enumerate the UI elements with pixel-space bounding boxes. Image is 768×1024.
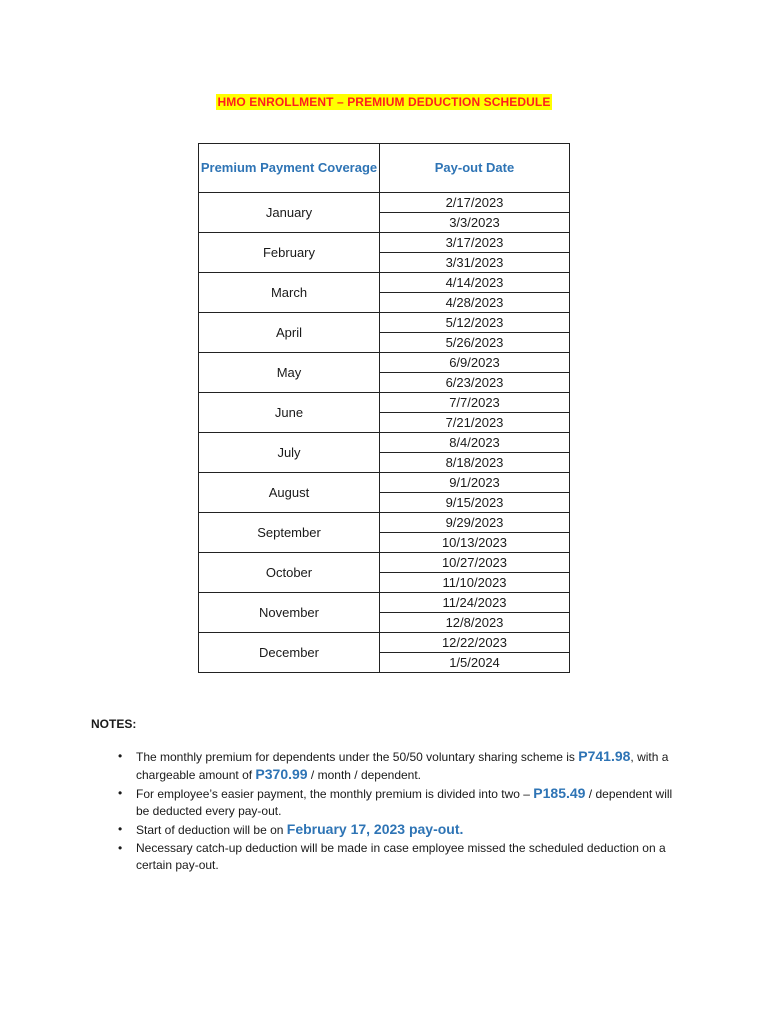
note-highlight-amount: P370.99 [255, 766, 308, 782]
note-item [118, 821, 678, 839]
note-item [118, 748, 678, 784]
coverage-month-cell: November [199, 593, 380, 633]
payout-date-cell: 4/28/2023 [380, 293, 570, 313]
note-text: / dependent will be deducted every pay-out. [136, 787, 673, 818]
payout-date-cell: 9/15/2023 [380, 493, 570, 513]
payout-date-cell: 12/8/2023 [380, 613, 570, 633]
note-highlight-amount: P185.49 [533, 785, 586, 801]
bullet-icon: • [118, 822, 123, 836]
title-wrapper [0, 94, 768, 110]
payout-date-cell: 3/31/2023 [380, 253, 570, 273]
payout-date-cell: 5/12/2023 [380, 313, 570, 333]
payout-date-cell: 5/26/2023 [380, 333, 570, 353]
coverage-month-cell: January [199, 193, 380, 233]
coverage-month-cell: December [199, 633, 380, 673]
coverage-month-cell: February [199, 233, 380, 273]
header-payout-date: Pay-out Date [380, 144, 570, 193]
premium-deduction-table [198, 143, 570, 673]
payout-date-cell: 9/1/2023 [380, 473, 570, 493]
page-title: HMO ENROLLMENT – PREMIUM DEDUCTION SCHEDULE [217, 95, 551, 109]
payout-date-cell: 3/3/2023 [380, 213, 570, 233]
note-highlight-amount: P741.98 [578, 748, 631, 764]
payout-date-cell: 8/4/2023 [380, 433, 570, 453]
table-row [199, 553, 570, 573]
note-text: , with a chargeable amount of [136, 750, 669, 782]
bullet-icon: • [118, 786, 123, 800]
table-header-row [199, 144, 570, 193]
bullet-icon: • [118, 749, 123, 763]
coverage-month-cell: July [199, 433, 380, 473]
note-text: Start of deduction will be on [136, 823, 287, 837]
note-item [118, 840, 678, 874]
payout-date-cell: 6/9/2023 [380, 353, 570, 373]
note-highlight-amount: February 17, 2023 pay-out. [286, 821, 464, 837]
note-text: The monthly premium for dependents under the 50/50 voluntary sharing scheme is [136, 750, 579, 764]
coverage-month-cell: May [199, 353, 380, 393]
coverage-month-cell: September [199, 513, 380, 553]
notes-list [118, 748, 678, 875]
payout-date-cell: 9/29/2023 [380, 513, 570, 533]
note-text: Necessary catch-up deduction will be made in case employee missed the scheduled deduction on a certain pay-out. [136, 841, 666, 872]
payout-date-cell: 10/27/2023 [380, 553, 570, 573]
payout-date-cell: 12/22/2023 [380, 633, 570, 653]
payout-date-cell: 3/17/2023 [380, 233, 570, 253]
payout-date-cell: 1/5/2024 [380, 653, 570, 673]
coverage-month-cell: October [199, 553, 380, 593]
table-row [199, 273, 570, 293]
table-row [199, 593, 570, 613]
table-row [199, 393, 570, 413]
payout-date-cell: 7/21/2023 [380, 413, 570, 433]
table-row [199, 633, 570, 653]
table-body [199, 193, 570, 673]
payout-date-cell: 6/23/2023 [380, 373, 570, 393]
payout-date-cell: 11/24/2023 [380, 593, 570, 613]
coverage-month-cell: June [199, 393, 380, 433]
coverage-month-cell: August [199, 473, 380, 513]
payout-date-cell: 7/7/2023 [380, 393, 570, 413]
payout-date-cell: 10/13/2023 [380, 533, 570, 553]
table-row [199, 513, 570, 533]
note-text: For employee’s easier payment, the monthly premium is divided into two – [136, 787, 534, 801]
payout-date-cell: 11/10/2023 [380, 573, 570, 593]
table-row [199, 353, 570, 373]
notes-label: NOTES: [91, 717, 137, 731]
table-row [199, 433, 570, 453]
note-item [118, 785, 678, 820]
payout-date-cell: 8/18/2023 [380, 453, 570, 473]
table-row [199, 313, 570, 333]
coverage-month-cell: April [199, 313, 380, 353]
table-row [199, 193, 570, 213]
header-coverage: Premium Payment Coverage [199, 144, 380, 193]
payout-date-cell: 2/17/2023 [380, 193, 570, 213]
table-row [199, 233, 570, 253]
note-text: / month / dependent. [307, 768, 422, 782]
payout-date-cell: 4/14/2023 [380, 273, 570, 293]
table-row [199, 473, 570, 493]
bullet-icon: • [118, 841, 123, 855]
coverage-month-cell: March [199, 273, 380, 313]
